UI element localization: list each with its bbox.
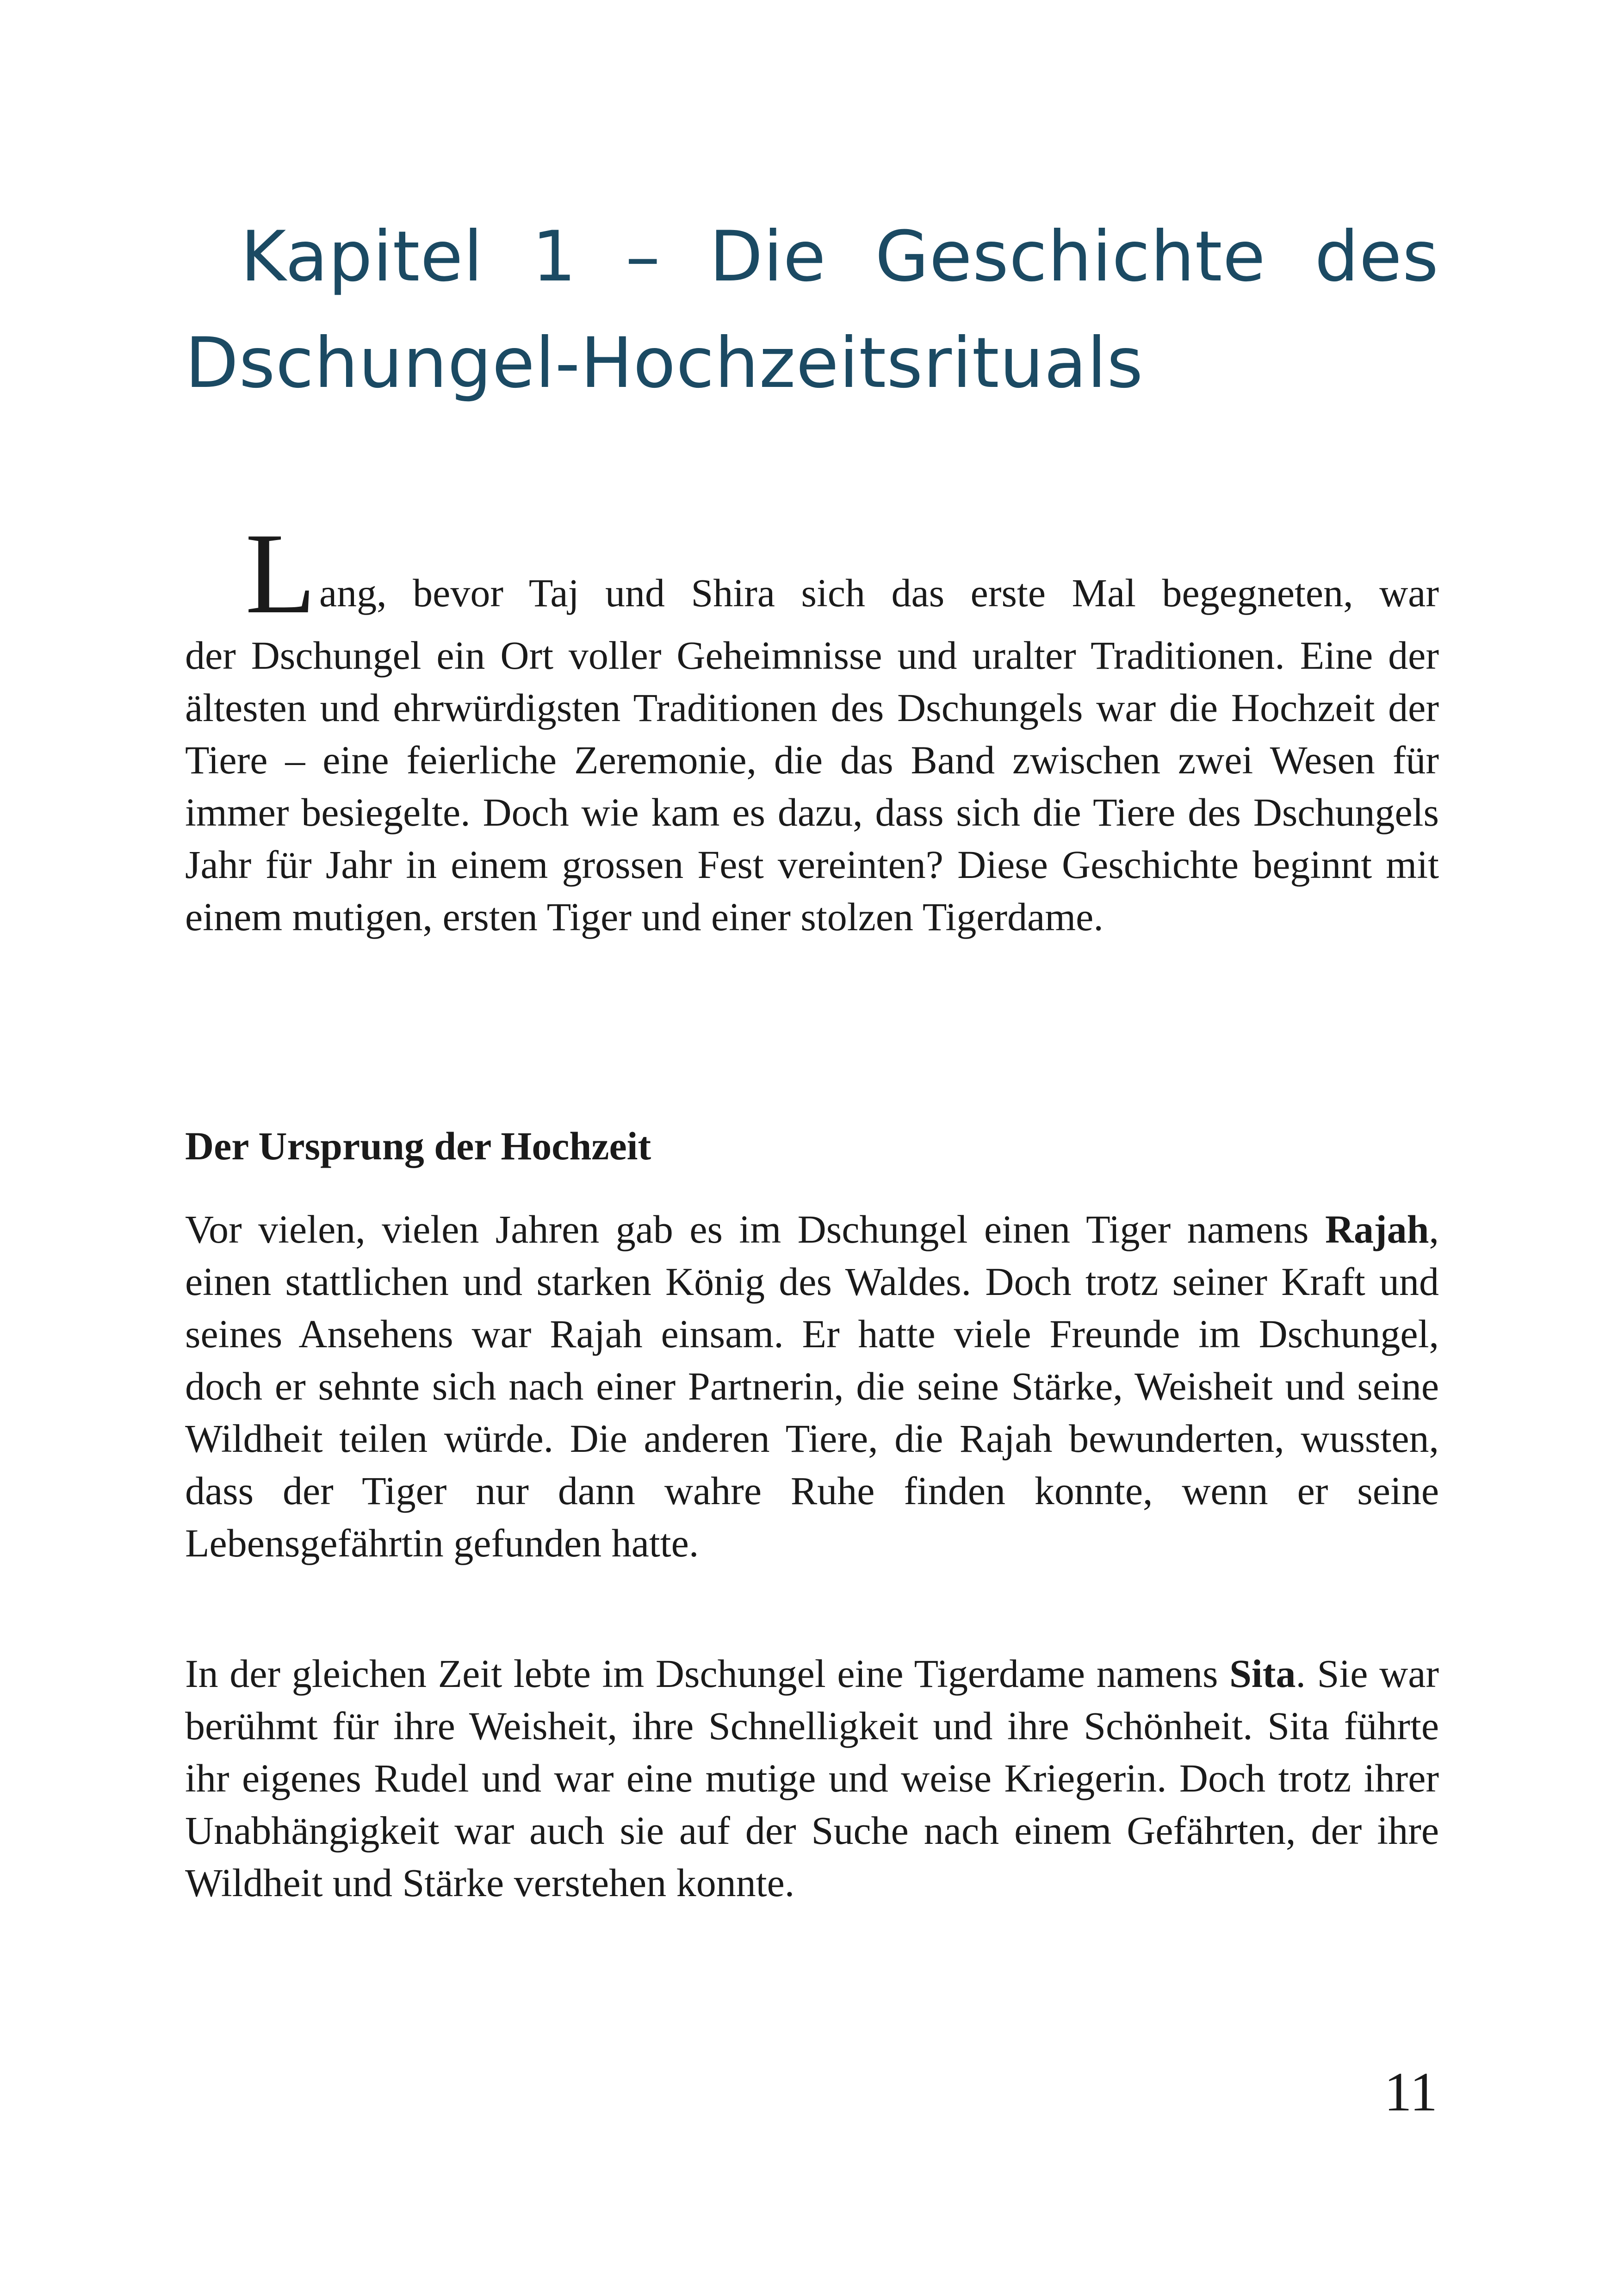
page-number: 11 [1384,2061,1438,2122]
section-heading: Der Ursprung der Hochzeit [185,1124,651,1168]
para1-text-after: , einen stattlichen und starken König des Waldes. Doch trotz seiner Kraft und seines Ansehens war Rajah einsam. Er hatte viele Freunde im Dschungel, doch er sehnte sich nach einer Partnerin, die seine Stärke, Weisheit und seine Wildheit teilen würde. Die anderen Tiere, die Rajah bewunderten, wussten, dass der Tiger nur dann wahre Ruhe finden konnte, wenn er seine Lebensgefährtin gefunden hatte. [185,1207,1439,1565]
chapter-title: Kapitel 1 – Die Geschichte des Dschungel-Hochzeitsrituals [185,217,1439,404]
dropcap-line [185,509,1439,639]
intro-body: der Dschungel ein Ort voller Geheimnisse und uralter Traditionen. Eine der ältesten und ehrwürdigsten Traditionen des Dschungels war die Hochzeit der Tiere – eine feierliche Zeremonie, die das Band zwischen zwei Wesen für immer besiegelte. Doch wie kam es dazu, dass sich die Tiere des Dschungels Jahr für Jahr in einem grossen Fest vereinten? Diese Geschichte beginnt mit einem mutigen, ersten Tiger und einer stolzen Tigerdame. [185,633,1439,939]
para2-text-before: In der gleichen Zeit lebte im Dschungel eine Tigerdame namens [185,1651,1218,1696]
name-sita: Sita [1229,1651,1296,1696]
name-rajah: Rajah [1325,1207,1429,1251]
paragraph-rajah [185,1203,1439,1569]
para2-text-after: . Sie war berühmt für ihre Weisheit, ihre Schnelligkeit und ihre Schönheit. Sita führte ihr eigenes Rudel und war eine mutige und weise Kriegerin. Doch trotz ihrer Unabhängigkeit war auch sie auf der Suche nach einem Gefährten, der ihre Wildheit und Stärke verstehen konnte. [185,1651,1439,1905]
paragraph-sita [185,1648,1439,1909]
drop-cap: L [245,510,316,638]
intro-first-line: ang, bevor Taj und Shira sich das erste Mal begegneten, war [319,571,1439,615]
intro-paragraph [185,509,1439,943]
para1-text-before: Vor vielen, vielen Jahren gab es im Dschungel einen Tiger namens [185,1207,1309,1251]
